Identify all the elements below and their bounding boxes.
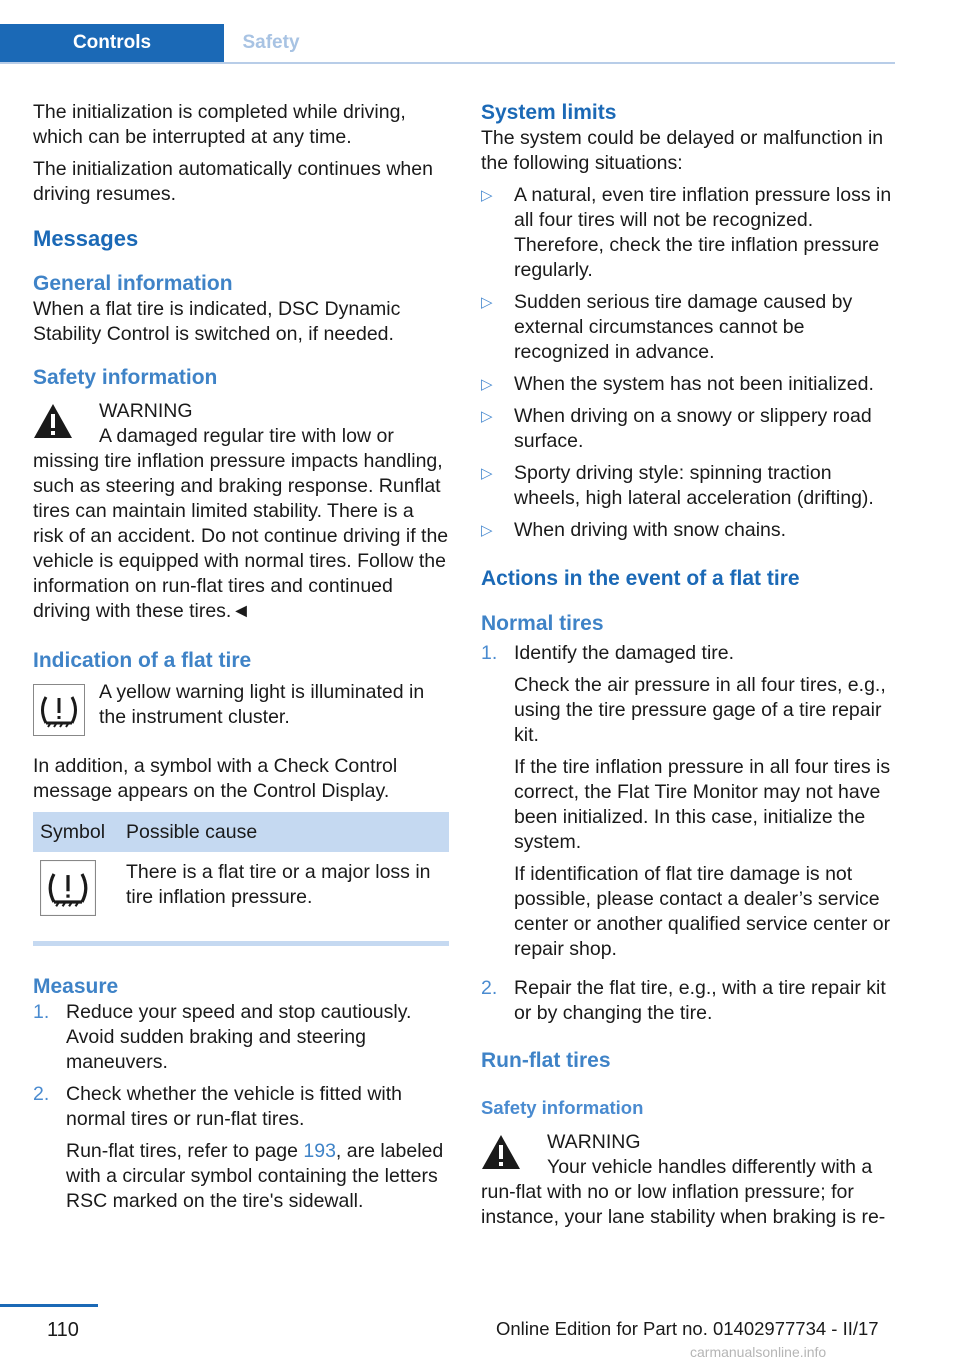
step-text: Repair the flat tire, e.g., with a tire repair kit or by changing the tire. (514, 977, 886, 1024)
note-text: Run-flat tires, refer to page (66, 1140, 304, 1162)
warning-text: Your vehicle handles differently with a run-flat with no or low inflation pressure; for instance, your lane stability when braking is re- (481, 1156, 886, 1228)
heading-indication-flat-tire: Indication of a flat tire (33, 649, 252, 672)
paragraph: The system could be delayed or malfunction in the following situations: (481, 127, 884, 174)
warning-title: WARNING (547, 1131, 641, 1153)
table-header-cause: Possible cause (119, 812, 449, 852)
heading-run-flat-tires: Run-flat tires (481, 1049, 611, 1072)
step-text: Reduce your speed and stop cautiously. Avoid sudden braking and steering maneuvers. (66, 1001, 412, 1073)
list-item-text: When driving on a snowy or slippery road surface. (514, 405, 872, 452)
step-number: 1. (33, 1001, 50, 1023)
list-item-text: A natural, even tire inflation pressure loss in all four tires will not be recognized. Therefore, check the tire inflation pressure regularly. (514, 184, 892, 281)
list-item (481, 372, 897, 397)
warning-block (33, 399, 449, 624)
list-item (33, 1000, 449, 1075)
chapter-tab-bar (0, 24, 895, 64)
heading-measure: Measure (33, 975, 119, 998)
left-column (33, 100, 449, 1228)
table-header-row (33, 812, 449, 852)
list-item-text: When driving with snow chains. (514, 519, 787, 541)
page-number: 110 (47, 1319, 79, 1341)
paragraph: In addition, a symbol with a Check Control message appears on the Control Display. (33, 755, 398, 802)
step-title: Identify the damaged tire. (514, 642, 735, 664)
tab-controls[interactable]: Controls (0, 24, 224, 62)
heading-general-information: General information (33, 272, 233, 295)
heading-messages: Messages (33, 226, 139, 251)
list-item (481, 183, 897, 283)
heading-actions-flat-tire: Actions in the event of a flat tire (481, 567, 800, 590)
paragraph: The initialization is completed while driving, which can be interrupted at any time. (33, 101, 406, 148)
step-number: 1. (481, 642, 498, 664)
tire-pressure-warning-icon (33, 684, 85, 736)
warning-title: WARNING (99, 400, 193, 422)
warning-triangle-icon (481, 1134, 521, 1170)
watermark: carmanualsonline.info (690, 1344, 827, 1360)
step-number: 2. (33, 1083, 50, 1105)
bullet-triangle-icon: ▷ (481, 522, 493, 539)
step-number: 2. (481, 977, 498, 999)
step-runflat-note (66, 1139, 449, 1214)
bullet-triangle-icon: ▷ (481, 408, 493, 425)
edition-note: Online Edition for Part no. 01402977734 - II/17 (496, 1318, 879, 1339)
indicator-light-block (33, 680, 449, 746)
bullet-triangle-icon: ▷ (481, 376, 493, 393)
step-paragraph: If identification of flat tire damage is not possible, please contact a dealer’s service center or another qualified service center or repair shop. (514, 863, 891, 960)
table-cell-cause: There is a flat tire or a major loss in tire inflation pressure. (126, 861, 431, 908)
list-item (481, 976, 897, 1026)
indicator-text: A yellow warning light is illuminated in the instrument cluster. (99, 681, 425, 728)
heading-safety-information: Safety information (33, 366, 218, 389)
bullet-triangle-icon: ▷ (481, 465, 493, 482)
step-paragraph: Check the air pressure in all four tires, e.g., using the tire pressure gage of a tire repair kit. (514, 674, 886, 746)
paragraph: The initialization automatically continues when driving resumes. (33, 158, 433, 205)
warning-triangle-icon (33, 403, 73, 439)
table-cell-symbol (33, 852, 119, 935)
step-text: Check whether the vehicle is fitted with normal tires or run-flat tires. (66, 1083, 402, 1130)
list-item (481, 404, 897, 454)
list-item-text: Sporty driving style: spinning traction wheels, high lateral acceleration (drifting). (514, 462, 874, 509)
list-item (481, 641, 897, 969)
symbol-table (33, 812, 449, 935)
heading-safety-information: Safety information (481, 1097, 644, 1118)
heading-normal-tires: Normal tires (481, 612, 604, 635)
list-item (481, 461, 897, 511)
list-item-text: Sudden serious tire damage caused by external circumstances cannot be recognized in advance. (514, 291, 853, 363)
footer-rule (0, 1304, 98, 1307)
heading-system-limits: System limits (481, 101, 617, 124)
tab-safety[interactable]: Safety (224, 24, 318, 62)
paragraph: When a flat tire is indicated, DSC Dynamic Stability Control is switched on, if needed. (33, 298, 401, 345)
list-item (481, 518, 897, 543)
right-column (481, 100, 897, 1230)
list-item-text: When the system has not been initialized. (514, 373, 874, 395)
warning-text: A damaged regular tire with low or missing tire inflation pressure impacts handling, such as steering and braking response. Runflat tires can maintain limited stability. There is a risk of an accident. Do not continue driving if the vehicle is equipped with normal tires. Follow the information on run-flat tires and continued driving with these tires.◄ (33, 425, 449, 622)
list-item (481, 290, 897, 365)
page-link-193[interactable]: 193 (303, 1140, 336, 1162)
warning-block (481, 1130, 897, 1230)
step-paragraph: If the tire inflation pressure in all four tires is correct, the Flat Tire Monitor may not have been initialized. In this case, initialize the system. (514, 756, 891, 853)
table-bottom-rule (33, 941, 449, 946)
bullet-triangle-icon: ▷ (481, 187, 493, 204)
note-text: , are labeled with a circular symbol containing the letters RSC marked on the tire's sidewall. (66, 1140, 444, 1212)
table-header-symbol: Symbol (33, 812, 119, 852)
table-row (33, 852, 449, 935)
bullet-triangle-icon: ▷ (481, 294, 493, 311)
tire-pressure-warning-icon (40, 860, 96, 916)
list-item (33, 1082, 449, 1221)
